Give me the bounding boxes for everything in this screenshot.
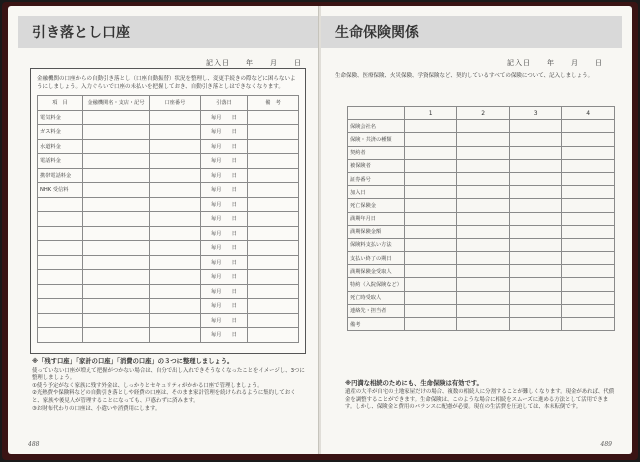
table-row: [38, 255, 299, 270]
right-date-label: 記入日 年 月 日: [507, 59, 603, 67]
entry-cell: [404, 304, 457, 317]
account-cell: [150, 284, 201, 299]
remarks-cell: [248, 284, 299, 299]
table-row: [348, 252, 615, 265]
table-row: [348, 304, 615, 317]
table-row: [38, 270, 299, 285]
debit-date-cell: 毎月 日: [201, 313, 248, 328]
right-page-title: 生命保険関係: [335, 25, 419, 41]
remarks-cell: [248, 241, 299, 256]
table-row: [348, 120, 615, 133]
row-label: 満期保険金受取人: [348, 265, 405, 278]
table-row: [38, 241, 299, 256]
table-row: [348, 225, 615, 238]
entry-cell: [562, 172, 615, 185]
entry-cell: [457, 265, 510, 278]
right-intro-text: 生命保険、医療保険、火災保険、学資保険など、契約しているすべての保険について、記入しましょう。: [335, 73, 594, 79]
left-notes: [32, 358, 306, 413]
remarks-cell: [248, 154, 299, 169]
table-row: [38, 226, 299, 241]
entry-cell: [562, 159, 615, 172]
debit-date-cell: 毎月 日: [201, 183, 248, 198]
debit-date-cell: 毎月 日: [201, 125, 248, 140]
left-page-title: 引き落とし口座: [32, 25, 130, 41]
row-label: 保険会社名: [348, 120, 405, 133]
bank-cell: [83, 139, 150, 154]
item-cell: 電気料金: [38, 110, 83, 125]
row-label: 備考: [348, 318, 405, 331]
entry-cell: [562, 225, 615, 238]
entry-cell: [404, 252, 457, 265]
row-label: 保険料支払い方法: [348, 238, 405, 251]
entry-cell: [509, 252, 562, 265]
entry-cell: [404, 199, 457, 212]
remarks-cell: [248, 168, 299, 183]
account-cell: [150, 226, 201, 241]
table-row: [38, 183, 299, 198]
account-cell: [150, 270, 201, 285]
bank-cell: [83, 168, 150, 183]
entry-cell: [562, 133, 615, 146]
entry-cell: [457, 159, 510, 172]
entry-cell: [562, 212, 615, 225]
left-page-number: 488: [28, 441, 40, 448]
remarks-cell: [248, 139, 299, 154]
entry-cell: [404, 238, 457, 251]
entry-cell: [509, 304, 562, 317]
entry-cell: [509, 120, 562, 133]
bank-cell: [83, 299, 150, 314]
item-cell: [38, 284, 83, 299]
row-label: 特約（入院保険など）: [348, 278, 405, 291]
insurance-table: [347, 106, 615, 331]
entry-cell: [562, 186, 615, 199]
entry-cell: [509, 133, 562, 146]
header-col-1: 1: [404, 107, 457, 120]
header-account-no: 口座番号: [150, 96, 201, 111]
account-cell: [150, 212, 201, 227]
table-header-row: [38, 96, 299, 111]
entry-cell: [457, 199, 510, 212]
debit-date-cell: 毎月 日: [201, 299, 248, 314]
table-row: [38, 168, 299, 183]
header-col-4: 4: [562, 107, 615, 120]
header-col-2: 2: [457, 107, 510, 120]
item-cell: [38, 226, 83, 241]
right-notes-title: ※円満な相続のためにも、生命保険は有効です。: [345, 380, 483, 387]
entry-cell: [509, 159, 562, 172]
header-blank: [348, 107, 405, 120]
account-cell: [150, 241, 201, 256]
remarks-cell: [248, 197, 299, 212]
account-cell: [150, 313, 201, 328]
entry-cell: [562, 199, 615, 212]
entry-cell: [562, 146, 615, 159]
table-row: [38, 328, 299, 343]
account-cell: [150, 197, 201, 212]
row-label: 被保険者: [348, 159, 405, 172]
entry-cell: [404, 265, 457, 278]
item-cell: 携帯電話料金: [38, 168, 83, 183]
debit-date-cell: 毎月 日: [201, 284, 248, 299]
entry-cell: [457, 304, 510, 317]
table-row: [348, 172, 615, 185]
remarks-cell: [248, 183, 299, 198]
table-row: [38, 110, 299, 125]
debit-date-cell: 毎月 日: [201, 212, 248, 227]
table-row: [348, 159, 615, 172]
entry-cell: [509, 212, 562, 225]
item-cell: [38, 313, 83, 328]
entry-cell: [404, 318, 457, 331]
table-row: [348, 291, 615, 304]
right-page: [321, 6, 632, 454]
left-note-line: ②光熱費や保険料などの自動引き落としや経費の口座は、そのまま家計管理を続けられるように集約しておくと、家族や後見人が管理することになっても、戸惑わずに済みます。: [32, 390, 296, 404]
item-cell: 電話料金: [38, 154, 83, 169]
account-cell: [150, 183, 201, 198]
bank-cell: [83, 197, 150, 212]
item-cell: [38, 255, 83, 270]
left-note-line: ①使う予定がなく家族に残す外金は、しっかりとセキュリティがかかる口座で管理しましょう。: [32, 382, 263, 389]
table-row: [348, 186, 615, 199]
account-cell: [150, 154, 201, 169]
debit-date-cell: 毎月 日: [201, 154, 248, 169]
debit-date-cell: 毎月 日: [201, 270, 248, 285]
entry-cell: [562, 238, 615, 251]
header-remarks: 備 考: [248, 96, 299, 111]
bank-cell: [83, 313, 150, 328]
entry-cell: [562, 120, 615, 133]
entry-cell: [457, 291, 510, 304]
entry-cell: [404, 120, 457, 133]
entry-cell: [509, 238, 562, 251]
bank-cell: [83, 270, 150, 285]
row-label: 満期保険金額: [348, 225, 405, 238]
entry-cell: [562, 318, 615, 331]
table-row: [38, 313, 299, 328]
entry-cell: [404, 159, 457, 172]
entry-cell: [562, 304, 615, 317]
remarks-cell: [248, 212, 299, 227]
entry-cell: [457, 318, 510, 331]
item-cell: [38, 197, 83, 212]
table-row: [348, 278, 615, 291]
entry-cell: [404, 172, 457, 185]
right-page-number: 489: [600, 441, 612, 448]
left-intro-text: 金融機関の口座からの自動引き落とし（口座自動振替）状況を整理し、変更手続きの際などに困らないようにしましょう。入力ぐらいで口座の未払いを把握しておき、自動引き落としはできなくなります。: [37, 76, 296, 90]
entry-cell: [457, 146, 510, 159]
left-page: [8, 6, 319, 454]
item-cell: [38, 241, 83, 256]
bank-cell: [83, 255, 150, 270]
entry-cell: [509, 146, 562, 159]
entry-cell: [562, 278, 615, 291]
table-row: [38, 154, 299, 169]
header-col-3: 3: [509, 107, 562, 120]
left-notes-title: ※「残す口座」「家計の口座」「消費の口座」の３つに整理しましょう。: [32, 358, 234, 365]
entry-cell: [509, 318, 562, 331]
entry-cell: [457, 278, 510, 291]
table-row: [348, 133, 615, 146]
account-cell: [150, 328, 201, 343]
entry-cell: [562, 265, 615, 278]
debit-date-cell: 毎月 日: [201, 241, 248, 256]
table-row: [348, 146, 615, 159]
remarks-cell: [248, 110, 299, 125]
entry-cell: [509, 186, 562, 199]
left-note-line: ③お財布代わりの口座は、小遣いや消費用にします。: [32, 405, 161, 412]
entry-cell: [457, 133, 510, 146]
account-cell: [150, 139, 201, 154]
right-notes: [345, 380, 617, 412]
table-row: [38, 299, 299, 314]
bank-cell: [83, 125, 150, 140]
header-bank: 金融機関名・支店・記号: [83, 96, 150, 111]
bank-cell: [83, 284, 150, 299]
bank-cell: [83, 212, 150, 227]
item-cell: [38, 328, 83, 343]
item-cell: [38, 212, 83, 227]
table-row: [38, 125, 299, 140]
debit-date-cell: 毎月 日: [201, 255, 248, 270]
header-debit-date: 引落日: [201, 96, 248, 111]
debit-account-table: [37, 95, 299, 343]
account-cell: [150, 125, 201, 140]
bank-cell: [83, 154, 150, 169]
entry-cell: [404, 146, 457, 159]
row-label: 加入日: [348, 186, 405, 199]
bank-cell: [83, 241, 150, 256]
entry-cell: [509, 278, 562, 291]
item-cell: [38, 299, 83, 314]
account-frame: [30, 68, 306, 354]
table-row: [38, 197, 299, 212]
entry-cell: [404, 278, 457, 291]
entry-cell: [457, 172, 510, 185]
entry-cell: [509, 172, 562, 185]
remarks-cell: [248, 255, 299, 270]
table-row: [348, 318, 615, 331]
account-cell: [150, 255, 201, 270]
item-cell: ガス料金: [38, 125, 83, 140]
entry-cell: [404, 291, 457, 304]
entry-cell: [404, 212, 457, 225]
row-label: 死亡保険金: [348, 199, 405, 212]
item-cell: [38, 270, 83, 285]
row-label: 契約者: [348, 146, 405, 159]
left-date-label: 記入日 年 月 日: [206, 59, 302, 67]
entry-cell: [509, 199, 562, 212]
table-header-row: [348, 107, 615, 120]
right-note-body: 遺産の大半が自宅の土地家屋だけの場合、複数の相続人に分割することが難しくなります。現金があれば、代償金を調整することができます。生命保険は、このような場合に相続をスムーズに進める方法として活用できます。しかし、保険金と費用のバランスに配慮が必要。現在の生活費を圧迫しては、本末転倒です。: [345, 389, 615, 411]
entry-cell: [404, 186, 457, 199]
remarks-cell: [248, 299, 299, 314]
row-label: 保険・共済の種類: [348, 133, 405, 146]
row-label: 支払い終了の期日: [348, 252, 405, 265]
table-row: [38, 139, 299, 154]
entry-cell: [457, 238, 510, 251]
remarks-cell: [248, 125, 299, 140]
debit-date-cell: 毎月 日: [201, 328, 248, 343]
table-row: [38, 284, 299, 299]
debit-date-cell: 毎月 日: [201, 168, 248, 183]
entry-cell: [509, 291, 562, 304]
row-label: 連絡先・担当者: [348, 304, 405, 317]
row-label: 満期年月日: [348, 212, 405, 225]
item-cell: 水道料金: [38, 139, 83, 154]
debit-date-cell: 毎月 日: [201, 197, 248, 212]
entry-cell: [562, 291, 615, 304]
table-row: [348, 238, 615, 251]
entry-cell: [457, 252, 510, 265]
bank-cell: [83, 183, 150, 198]
debit-date-cell: 毎月 日: [201, 139, 248, 154]
remarks-cell: [248, 226, 299, 241]
debit-date-cell: 毎月 日: [201, 110, 248, 125]
entry-cell: [509, 225, 562, 238]
entry-cell: [457, 186, 510, 199]
remarks-cell: [248, 328, 299, 343]
remarks-cell: [248, 270, 299, 285]
entry-cell: [404, 133, 457, 146]
account-cell: [150, 110, 201, 125]
header-item: 項 目: [38, 96, 83, 111]
table-row: [348, 212, 615, 225]
left-note-line: 使っていない口座が増えて把握がつかない場合は、自分で出し入れできそうなくなったことをイメージし、3つに整理しましょう。: [32, 367, 305, 382]
account-cell: [150, 168, 201, 183]
row-label: 証券番号: [348, 172, 405, 185]
entry-cell: [457, 225, 510, 238]
remarks-cell: [248, 313, 299, 328]
entry-cell: [457, 120, 510, 133]
bank-cell: [83, 110, 150, 125]
item-cell: NHK 受信料: [38, 183, 83, 198]
entry-cell: [457, 212, 510, 225]
bank-cell: [83, 328, 150, 343]
table-row: [38, 212, 299, 227]
row-label: 死亡時受取人: [348, 291, 405, 304]
account-cell: [150, 299, 201, 314]
table-row: [348, 265, 615, 278]
entry-cell: [509, 265, 562, 278]
table-row: [348, 199, 615, 212]
entry-cell: [562, 252, 615, 265]
debit-date-cell: 毎月 日: [201, 226, 248, 241]
entry-cell: [404, 225, 457, 238]
bank-cell: [83, 226, 150, 241]
